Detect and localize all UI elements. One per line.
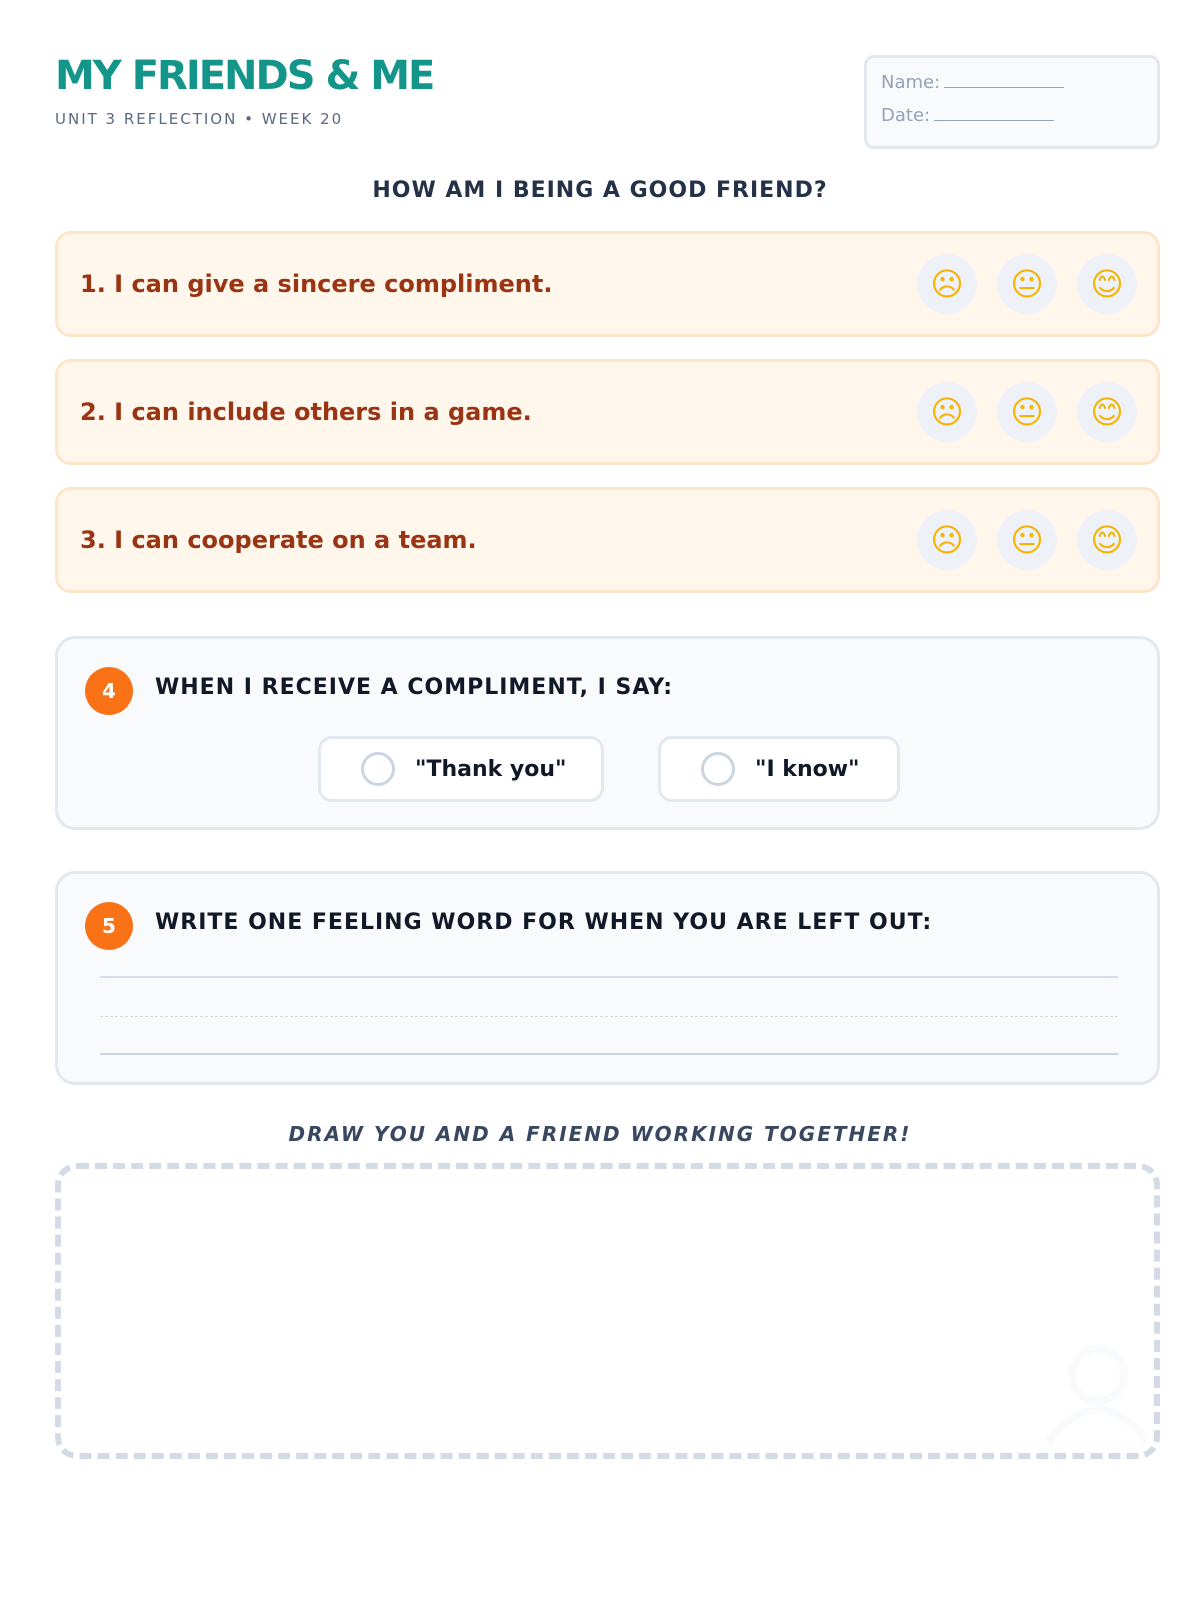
section-title: HOW AM I BEING A GOOD FRIEND? [372, 178, 828, 203]
sad-face-option[interactable] [917, 510, 977, 570]
happy-face-icon: 😊 [1090, 265, 1124, 303]
neutral-face-icon: 😐 [1010, 521, 1044, 559]
happy-face-option[interactable] [1077, 254, 1137, 314]
name-date-box [864, 55, 1160, 149]
sad-face-icon: ☹ [930, 521, 964, 559]
writing-line-top[interactable] [100, 976, 1118, 978]
question-5-prompt: WRITE ONE FEELING WORD FOR WHEN YOU ARE LEFT OUT: [155, 910, 933, 935]
sad-face-option[interactable] [917, 382, 977, 442]
question-4-card [55, 636, 1160, 830]
rating-faces [917, 382, 1137, 442]
name-line[interactable] [881, 72, 1143, 105]
sad-face-option[interactable] [917, 254, 977, 314]
writing-line-mid [100, 1016, 1118, 1017]
neutral-face-icon: 😐 [1010, 265, 1044, 303]
happy-face-icon: 😊 [1090, 393, 1124, 431]
happy-face-icon: 😊 [1090, 521, 1124, 559]
rating-faces [917, 254, 1137, 314]
neutral-face-option[interactable] [997, 254, 1057, 314]
name-blank[interactable] [944, 87, 1064, 88]
neutral-face-option[interactable] [997, 510, 1057, 570]
radio-circle-icon[interactable] [361, 752, 395, 786]
rating-row [55, 487, 1160, 593]
worksheet-header [55, 52, 1160, 152]
sad-face-icon: ☹ [930, 265, 964, 303]
date-line[interactable] [881, 105, 1143, 138]
date-label: Date: [881, 105, 931, 126]
happy-face-option[interactable] [1077, 510, 1137, 570]
question-4-prompt: WHEN I RECEIVE A COMPLIMENT, I SAY: [155, 675, 674, 700]
rating-statement: 3. I can cooperate on a team. [80, 526, 477, 554]
friends-watermark-icon [1028, 1337, 1148, 1447]
drawing-prompt: DRAW YOU AND A FRIEND WORKING TOGETHER! [288, 1122, 912, 1146]
happy-face-option[interactable] [1077, 382, 1137, 442]
worksheet-subtitle: UNIT 3 REFLECTION • WEEK 20 [55, 110, 344, 128]
neutral-face-option[interactable] [997, 382, 1057, 442]
rating-row [55, 359, 1160, 465]
question-number-badge: 4 [85, 667, 133, 715]
sad-face-icon: ☹ [930, 393, 964, 431]
option-thank-you[interactable] [318, 736, 604, 802]
drawing-area[interactable] [55, 1163, 1160, 1459]
name-label: Name: [881, 72, 941, 93]
neutral-face-icon: 😐 [1010, 393, 1044, 431]
option-label: "Thank you" [415, 756, 567, 782]
worksheet-title: MY FRIENDS & ME [55, 53, 434, 99]
radio-circle-icon[interactable] [701, 752, 735, 786]
writing-line-base[interactable] [100, 1053, 1118, 1055]
option-label: "I know" [755, 756, 860, 782]
rating-faces [917, 510, 1137, 570]
rating-row [55, 231, 1160, 337]
question-5-card [55, 871, 1160, 1085]
date-blank[interactable] [934, 120, 1054, 121]
rating-statement: 2. I can include others in a game. [80, 398, 532, 426]
option-i-know[interactable] [658, 736, 900, 802]
rating-statement: 1. I can give a sincere compliment. [80, 270, 553, 298]
question-number-badge: 5 [85, 902, 133, 950]
